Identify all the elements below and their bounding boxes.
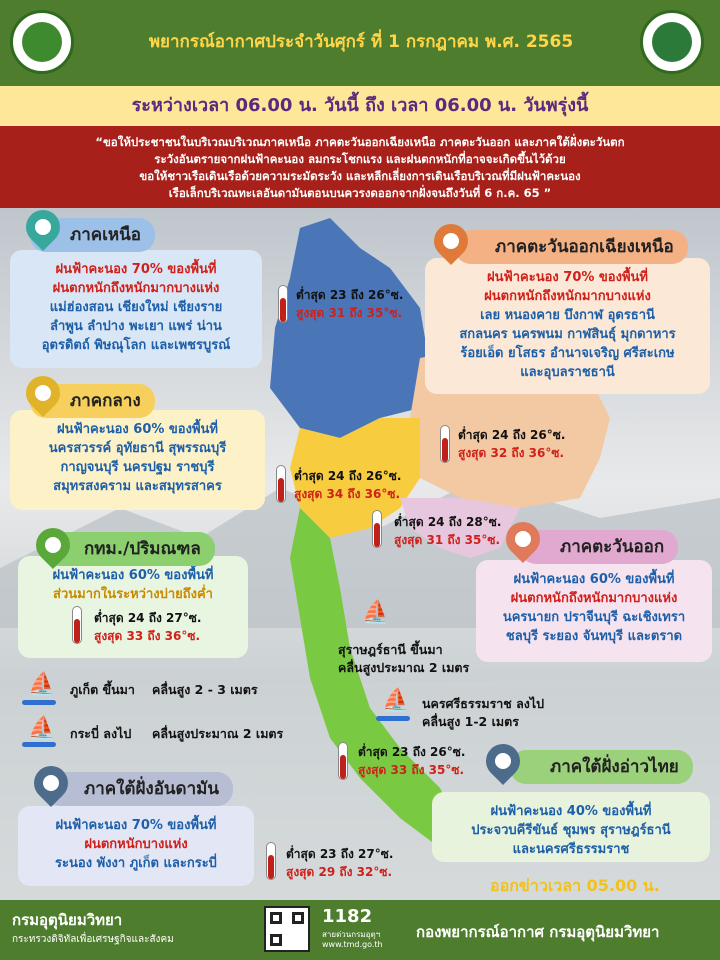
- central-tmin: ต่ำสุด 24 ถึง 26°ซ.: [294, 469, 402, 483]
- northeast-areas-4: และอุบลราชธานี: [520, 365, 615, 380]
- bangkok-label: กทม./ปริมณฑล: [44, 532, 215, 566]
- east-areas-1: นครนายก ปราจีนบุรี ฉะเชิงเทรา: [502, 610, 686, 625]
- south-east-box: [432, 792, 710, 862]
- sea-nakhon-title: นครศรีธรรมราช ลงไป: [422, 696, 545, 711]
- northeast-label: ภาคตะวันออกเฉียงเหนือ: [455, 230, 688, 264]
- south-east-rain: ฝนฟ้าคะนอง 40% ของพื้นที่: [490, 804, 652, 819]
- north-areas-2: ลำพูน ลำปาง พะเยา แพร่ น่าน: [50, 319, 222, 334]
- warning-line-1: “ขอให้ประชาชนในบริเวณบริเวณภาคเหนือ ภาคตะวันออกเฉียงเหนือ ภาคตะวันออก และภาคใต้ฝั่งตะวันตก: [95, 135, 625, 149]
- north-tmax: สูงสุด 31 ถึง 35°ซ.: [296, 306, 403, 320]
- east-tmax: สูงสุด 31 ถึง 35°ซ.: [394, 533, 501, 547]
- thermometer-icon: [276, 465, 286, 503]
- central-areas-3: สมุทรสงคราม และสมุทรสาคร: [53, 479, 222, 494]
- sea-phuket-wave: คลื่นสูง 2 - 3 เมตร: [152, 682, 258, 697]
- wave-icon: [22, 700, 56, 705]
- south-east-label: ภาคใต้ฝั่งอ่าวไทย: [510, 750, 693, 784]
- east-label: ภาคตะวันออก: [520, 530, 678, 564]
- sea-surat-wave: คลื่นสูงประมาณ 2 เมตร: [338, 660, 470, 675]
- central-rain: ฝนฟ้าคะนอง 60% ของพื้นที่: [57, 422, 218, 437]
- north-areas-3: อุตรดิตถ์ พิษณุโลก และเพชรบูรณ์: [41, 338, 231, 353]
- south-west-box: [18, 806, 254, 886]
- bangkok-note: ส่วนมากในระหว่างบ่ายถึงค่ำ: [53, 587, 213, 602]
- thermometer-icon: [266, 842, 276, 880]
- warning-line-2: ระวังอันตรายจากฝนฟ้าคะนอง ลมกระโชกแรง และฝนตกหนักที่อาจจะเกิดขึ้นไว้ด้วย: [154, 152, 566, 166]
- north-box: [10, 250, 262, 368]
- hotline-sub: สายด่วนกรมอุตุฯ: [322, 930, 381, 939]
- thermometer-icon: [440, 425, 450, 463]
- south-west-rain: ฝนฟ้าคะนอง 70% ของพื้นที่: [55, 818, 217, 833]
- sea-surat-title: สุราษฎร์ธานี ขึ้นมา: [338, 642, 443, 657]
- wave-icon: [376, 716, 410, 721]
- north-rain: ฝนฟ้าคะนอง 70% ของพื้นที่: [55, 262, 217, 277]
- issue-time: ออกข่าวเวลา 05.00 น.: [490, 876, 660, 895]
- warning-banner: [0, 126, 720, 208]
- north-tmin: ต่ำสุด 23 ถึง 26°ซ.: [296, 288, 404, 302]
- south-east-tmin: ต่ำสุด 23 ถึง 26°ซ.: [358, 745, 466, 759]
- central-areas-1: นครสวรรค์ อุทัยธานี สุพรรณบุรี: [48, 441, 227, 456]
- mdes-logo: [10, 10, 74, 74]
- bangkok-tmin: ต่ำสุด 24 ถึง 27°ซ.: [94, 611, 202, 625]
- northeast-heavy: ฝนตกหนักถึงหนักมากบางแห่ง: [484, 289, 651, 304]
- central-label: ภาคกลาง: [30, 384, 155, 418]
- wave-icon: [22, 742, 56, 747]
- boat-icon: ⛵: [362, 600, 390, 625]
- thermometer-icon: [338, 742, 348, 780]
- east-rain: ฝนฟ้าคะนอง 60% ของพื้นที่: [513, 572, 675, 587]
- bangkok-rain: ฝนฟ้าคะนอง 60% ของพื้นที่: [52, 568, 214, 583]
- northeast-areas-1: เลย หนองคาย บึงกาฬ อุดรธานี: [480, 308, 655, 323]
- forecast-period: ระหว่างเวลา 06.00 น. วันนี้ ถึง เวลา 06.00 น. วันพรุ่งนี้: [0, 86, 720, 126]
- sea-nakhon-wave: คลื่นสูง 1-2 เมตร: [422, 714, 519, 729]
- thermometer-icon: [72, 606, 82, 644]
- south-east-areas-1: ประจวบคีรีขันธ์ ชุมพร สุราษฎร์ธานี: [471, 823, 671, 838]
- northeast-tmin: ต่ำสุด 24 ถึง 26°ซ.: [458, 428, 566, 442]
- south-west-heavy: ฝนตกหนักบางแห่ง: [84, 837, 188, 852]
- northeast-tmax: สูงสุด 32 ถึง 36°ซ.: [458, 446, 565, 460]
- thermometer-icon: [372, 510, 382, 548]
- boat-icon: ⛵: [382, 688, 410, 713]
- map-region-north: [270, 218, 430, 438]
- south-east-areas-2: และนครศรีธรรมราช: [512, 842, 630, 857]
- northeast-areas-2: สกลนคร นครพนม กาฬสินธุ์ มุกดาหาร: [459, 327, 676, 342]
- qr-code-icon[interactable]: [264, 906, 310, 952]
- north-areas-1: แม่ฮ่องสอน เชียงใหม่ เชียงราย: [49, 300, 223, 315]
- central-tmax: สูงสุด 34 ถึง 36°ซ.: [294, 487, 401, 501]
- south-east-tmax: สูงสุด 33 ถึง 35°ซ.: [358, 763, 465, 777]
- page-title: พยากรณ์อากาศประจำวันศุกร์ ที่ 1 กรกฎาคม พ.ศ. 2565: [148, 32, 574, 52]
- sea-krabi-wave: คลื่นสูงประมาณ 2 เมตร: [152, 726, 284, 741]
- south-west-areas-1: ระนอง พังงา ภูเก็ต และกระบี่: [55, 856, 217, 871]
- east-tmin: ต่ำสุด 24 ถึง 28°ซ.: [394, 515, 502, 529]
- warning-line-4: เรือเล็กบริเวณทะเลอันดามันตอนบนควรงดออกจากฝั่งจนถึงวันที่ 6 ก.ค. 65 ”: [168, 186, 552, 200]
- central-areas-2: กาญจนบุรี นครปฐม ราชบุรี: [60, 460, 215, 475]
- footer-org: กรมอุตุนิยมวิทยา: [12, 911, 123, 929]
- northeast-rain: ฝนฟ้าคะนอง 70% ของพื้นที่: [487, 270, 648, 285]
- hotline-number: 1182: [322, 906, 373, 927]
- east-box: [476, 560, 712, 662]
- northeast-box: [425, 258, 710, 394]
- northeast-areas-3: ร้อยเอ็ด ยโสธร อำนาจเจริญ ศรีสะเกษ: [460, 346, 675, 361]
- central-box: [10, 410, 265, 510]
- south-west-label: ภาคใต้ฝั่งอันดามัน: [44, 772, 233, 806]
- tmd-logo: [640, 10, 704, 74]
- east-areas-2: ชลบุรี ระยอง จันทบุรี และตราด: [505, 629, 683, 644]
- south-west-tmax: สูงสุด 29 ถึง 32°ซ.: [286, 865, 393, 879]
- south-west-tmin: ต่ำสุด 23 ถึง 27°ซ.: [286, 847, 394, 861]
- north-label: ภาคเหนือ: [30, 218, 155, 252]
- sea-phuket-title: ภูเก็ต ขึ้นมา: [70, 682, 135, 697]
- website-link[interactable]: www.tmd.go.th: [322, 940, 383, 949]
- north-heavy: ฝนตกหนักถึงหนักมากบางแห่ง: [52, 281, 220, 296]
- warning-line-3: ขอให้ชาวเรือเดินเรือด้วยความระมัดระวัง และหลีกเลี่ยงการเดินเรือบริเวณที่มีฝนฟ้าคะนอง: [139, 169, 581, 183]
- boat-icon: ⛵: [28, 672, 56, 697]
- east-heavy: ฝนตกหนักถึงหนักมากบางแห่ง: [510, 591, 678, 606]
- boat-icon: ⛵: [28, 716, 56, 741]
- footer-ministry: กระทรวงดิจิทัลเพื่อเศรษฐกิจและสังคม: [12, 934, 174, 945]
- thermometer-icon: [278, 285, 288, 323]
- footer-division: กองพยากรณ์อากาศ กรมอุตุนิยมวิทยา: [416, 923, 660, 941]
- bangkok-tmax: สูงสุด 33 ถึง 36°ซ.: [94, 629, 201, 643]
- sea-krabi-title: กระบี่ ลงไป: [70, 726, 132, 741]
